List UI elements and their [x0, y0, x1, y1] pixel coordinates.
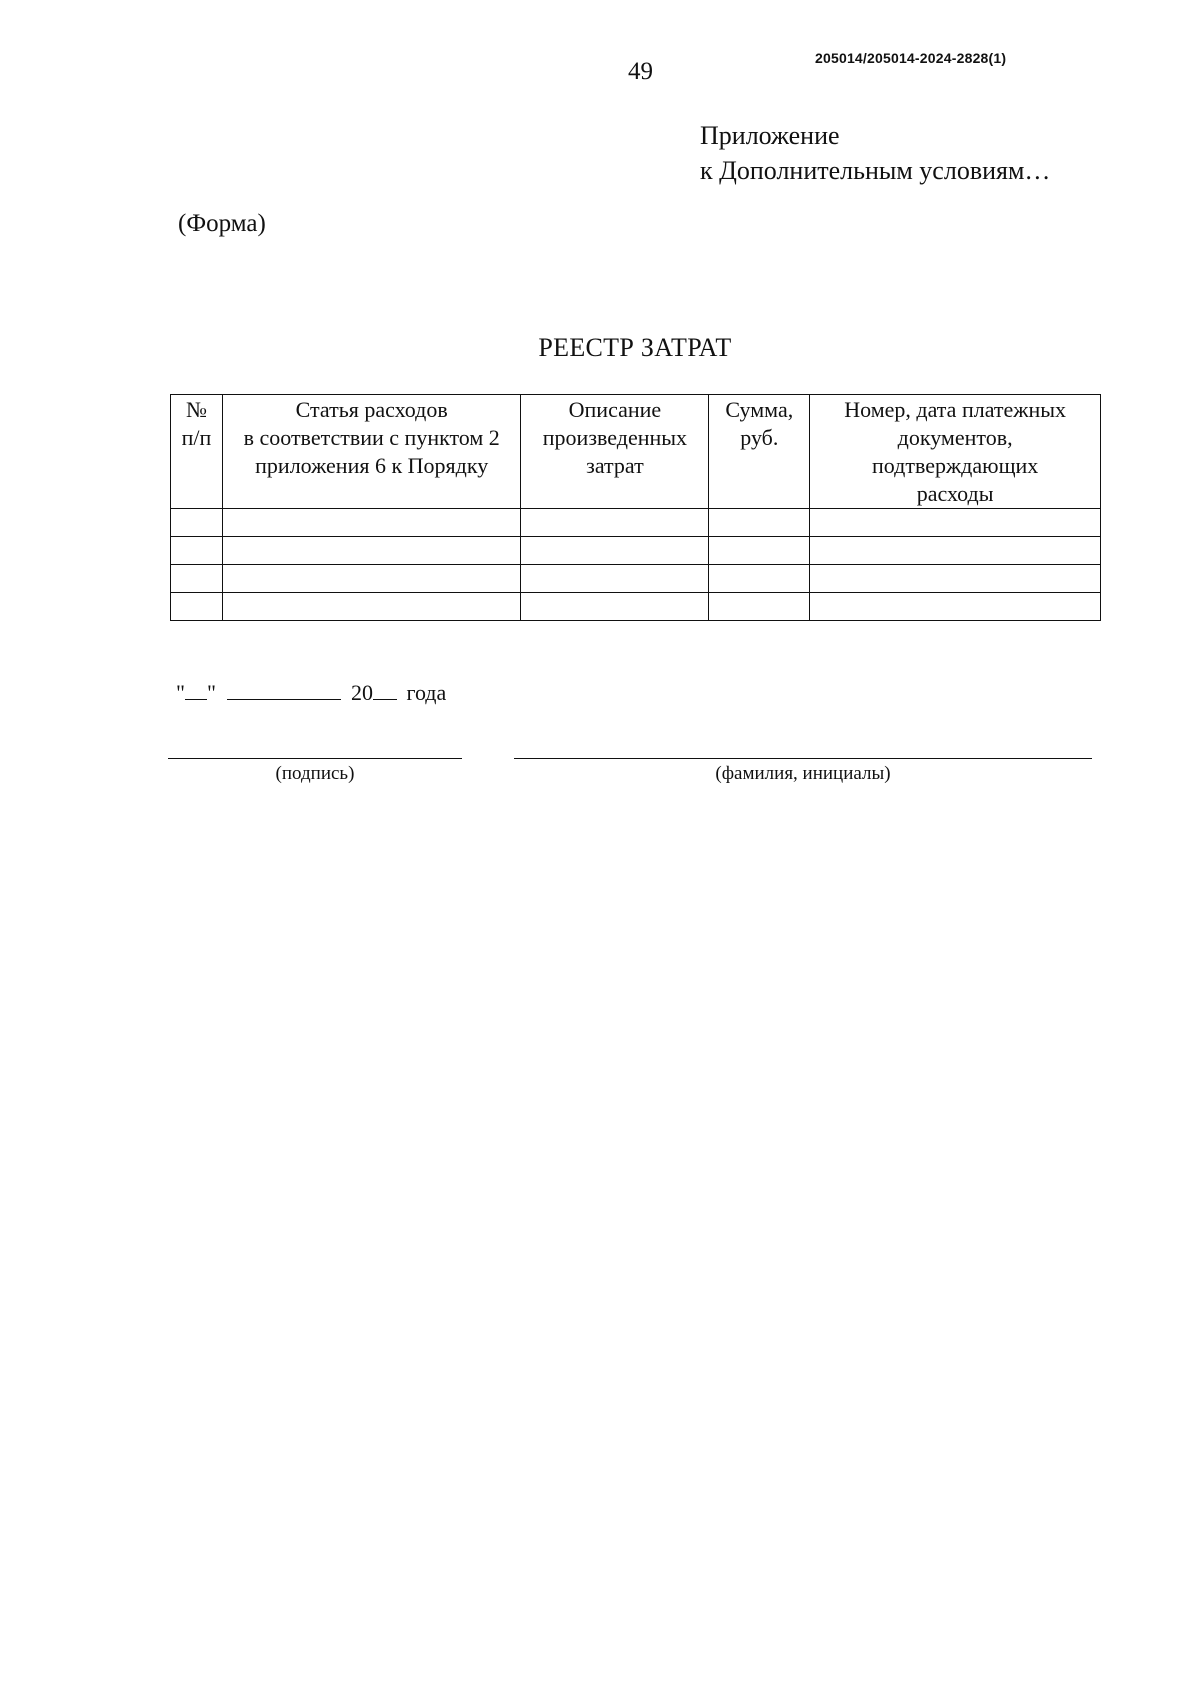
table-cell[interactable]	[709, 565, 810, 593]
table-cell[interactable]	[521, 593, 709, 621]
table-cell[interactable]	[709, 537, 810, 565]
table-cell[interactable]	[521, 509, 709, 537]
table-cell[interactable]	[810, 565, 1101, 593]
name-caption: (фамилия, инициалы)	[715, 763, 891, 784]
column-header-payment-documents: Номер, дата платежных документов, подтверждающих расходы	[810, 395, 1101, 509]
column-header-amount: Сумма, руб.	[709, 395, 810, 509]
table-row	[171, 565, 1101, 593]
table-cell[interactable]	[171, 593, 223, 621]
form-label: (Форма)	[178, 210, 266, 237]
date-quote-close: "	[206, 680, 216, 705]
table-cell[interactable]	[222, 537, 521, 565]
appendix-line-2: к Дополнительным условиям…	[700, 156, 1051, 185]
table-cell[interactable]	[222, 593, 521, 621]
document-title: РЕЕСТР ЗАТРАТ	[538, 333, 732, 362]
table-row	[171, 537, 1101, 565]
column-header-description: Описание произведенных затрат	[521, 395, 709, 509]
table-cell[interactable]	[171, 565, 223, 593]
table-header-row	[171, 395, 1101, 509]
day-blank[interactable]	[185, 681, 207, 700]
signature-line[interactable]	[168, 758, 462, 759]
table-cell[interactable]	[521, 537, 709, 565]
appendix-line-1: Приложение	[700, 121, 840, 150]
table-cell[interactable]	[222, 509, 521, 537]
table-cell[interactable]	[709, 509, 810, 537]
page-number: 49	[628, 58, 653, 85]
table-cell[interactable]	[521, 565, 709, 593]
table-cell[interactable]	[709, 593, 810, 621]
date-quote-open: "	[176, 680, 185, 705]
column-header-number: № п/п	[171, 395, 223, 509]
cost-registry-table	[170, 394, 1101, 621]
year-suffix: года	[406, 680, 447, 705]
appendix-note	[700, 118, 1050, 188]
table-cell[interactable]	[810, 537, 1101, 565]
month-blank[interactable]	[227, 681, 341, 700]
table-cell[interactable]	[171, 509, 223, 537]
table-cell[interactable]	[810, 509, 1101, 537]
table-row	[171, 509, 1101, 537]
signature-caption: (подпись)	[275, 763, 355, 784]
table-cell[interactable]	[810, 593, 1101, 621]
document-id: 205014/205014-2024-2828(1)	[815, 50, 1007, 66]
table-row	[171, 593, 1101, 621]
year-blank[interactable]	[373, 681, 397, 700]
column-header-expense-item: Статья расходов в соответствии с пунктом 2 приложения 6 к Порядку	[222, 395, 521, 509]
table-cell[interactable]	[171, 537, 223, 565]
table-cell[interactable]	[222, 565, 521, 593]
year-prefix: 20	[350, 680, 373, 705]
date-line	[176, 680, 446, 706]
name-line[interactable]	[514, 758, 1092, 759]
